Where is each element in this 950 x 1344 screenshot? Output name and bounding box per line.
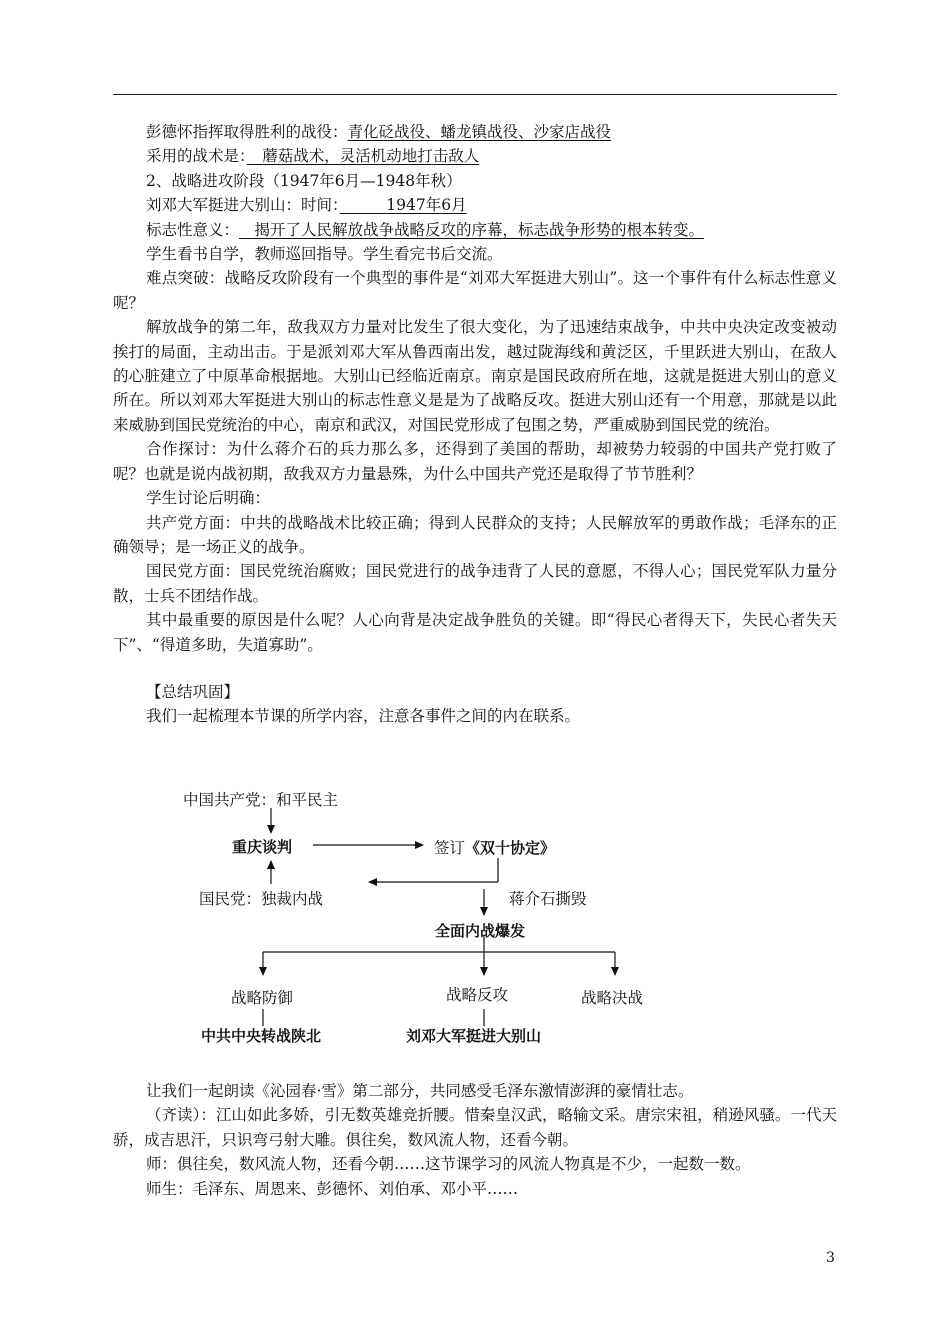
summary-text: 我们一起梳理本节课的所学内容，注意各事件之间的内在联系。 bbox=[146, 707, 581, 726]
chongqing-label: 重庆谈判 bbox=[232, 838, 293, 856]
peng-line: 彭德怀指挥取得胜利的战役：青化砭战役、蟠龙镇战役、沙家店战役 bbox=[146, 123, 612, 141]
teacher-line: 师：俱往矣，数风流人物，还看今朝……这节课学习的风流人物真是不少，一起数一数。 bbox=[146, 1155, 751, 1174]
chiang-label: 蒋介石撕毁 bbox=[509, 890, 587, 908]
kmt-label: 国民党：独裁内战 bbox=[199, 890, 324, 908]
offense-label: 战略反攻 bbox=[446, 986, 509, 1004]
key-reason-paragraph: 其中最重要的原因是什么呢？人心向背是决定战争胜负的关键。即“得民心者得天下，失民心者失天下”、“得道多助，失道寡助”。 bbox=[113, 611, 837, 654]
student-read: 学生看书自学，教师巡回指导。学生看完书后交流。 bbox=[146, 245, 503, 264]
significance-answer: 揭开了人民解放战争战略反攻的序幕，标志战争形势的根本转变。 bbox=[254, 220, 705, 239]
header-rule bbox=[113, 94, 837, 95]
ccp-side-paragraph: 共产党方面：中共的战略战术比较正确；得到人民群众的支持；人民解放军的勇敢作战；毛泽东的正确领导；是一场正义的战争。 bbox=[113, 513, 837, 556]
cooperation-paragraph: 合作探讨：为什么蒋介石的兵力那么多，还得到了美国的帮助，却被势力较弱的中国共产党打败了呢？也就是说内战初期，敌我双方力量悬殊，为什么中国共产党还是取得了节节胜利？ bbox=[113, 440, 837, 483]
defense-label: 战略防御 bbox=[231, 989, 294, 1007]
explanation-paragraph: 解放战争的第二年，敌我双方力量对比发生了很大变化，为了迅速结束战争，中共中央决定改变被动挨打的局面，主动出击。于是派刘邓大军从鲁西南出发，越过陇海线和黄泛区，千里跃进大别山，在敌人的心脏建立了中原革命根据地。大别山已经临近南京。南京是国民政府所在地，这就是挺进大别山的意义所在。所以刘邓大军挺进大别山的标志性意义是是为了战略反攻。挺进大别山还有一个用意，那就是以此来威胁到国民党统治的中心，南京和武汉，对国民党形成了包围之势，严重威胁到国民党的统治。 bbox=[113, 318, 837, 434]
significance-line: 标志性意义： 揭开了人民解放战争战略反攻的序幕，标志战争形势的根本转变。 bbox=[146, 220, 705, 239]
difficulty-paragraph: 难点突破：战略反攻阶段有一个典型的事件是“刘邓大军挺进大别山”。这一个事件有什么标志性意义呢？ bbox=[113, 269, 837, 312]
liudeng-answer: 1947年6月 bbox=[386, 196, 467, 215]
liudeng-line: 刘邓大军挺进大别山：时间： 1947年6月 bbox=[146, 196, 467, 215]
tactic-answer: 蘑菇战术，灵活机动地打击敌人 bbox=[262, 147, 480, 166]
shaanbei-label: 中共中央转战陕北 bbox=[201, 1027, 322, 1045]
teacher-student-line: 师生：毛泽东、周恩来、彭德怀、刘伯承、邓小平…… bbox=[146, 1179, 519, 1198]
civil-war-label: 全面内战爆发 bbox=[435, 922, 526, 940]
summary-heading: 【总结巩固】 bbox=[146, 682, 240, 701]
kmt-side-paragraph: 国民党方面：国民党统治腐败；国民党进行的战争违背了人民的意愿，不得人心；国民党军队力量分散，士兵不团结作战。 bbox=[113, 562, 837, 605]
dabieshan-label: 刘邓大军挺进大别山 bbox=[406, 1027, 542, 1045]
peng-answer: 青化砭战役、蟠龙镇战役、沙家店战役 bbox=[347, 123, 612, 141]
discussion-line: 学生讨论后明确： bbox=[146, 489, 271, 508]
main-text bbox=[113, 120, 837, 729]
recitation-paragraph: （齐读）：江山如此多娇，引无数英雄竞折腰。惜秦皇汉武，略输文采。唐宗宋祖，稍逊风骚。一代天骄，成吉思汗，只识弯弓射大雕。俱往矣，数风流人物，还看今朝。 bbox=[113, 1106, 837, 1149]
decisive-label: 战略决战 bbox=[581, 989, 644, 1007]
agreement-label: 签订《双十协定》 bbox=[434, 839, 556, 857]
ccp-label: 中国共产党：和平民主 bbox=[183, 791, 339, 809]
closing-text bbox=[113, 1079, 837, 1201]
event-diagram bbox=[113, 783, 837, 1063]
stage2-title: 2、战略进攻阶段（1947年6月—1948年秋） bbox=[146, 171, 462, 190]
tactic-line: 采用的战术是： 蘑菇战术，灵活机动地打击敌人 bbox=[146, 147, 480, 166]
reading-intro: 让我们一起朗读《沁园春·雪》第二部分，共同感受毛泽东激情澎湃的豪情壮志。 bbox=[146, 1082, 694, 1100]
page-number: 3 bbox=[826, 1250, 835, 1266]
